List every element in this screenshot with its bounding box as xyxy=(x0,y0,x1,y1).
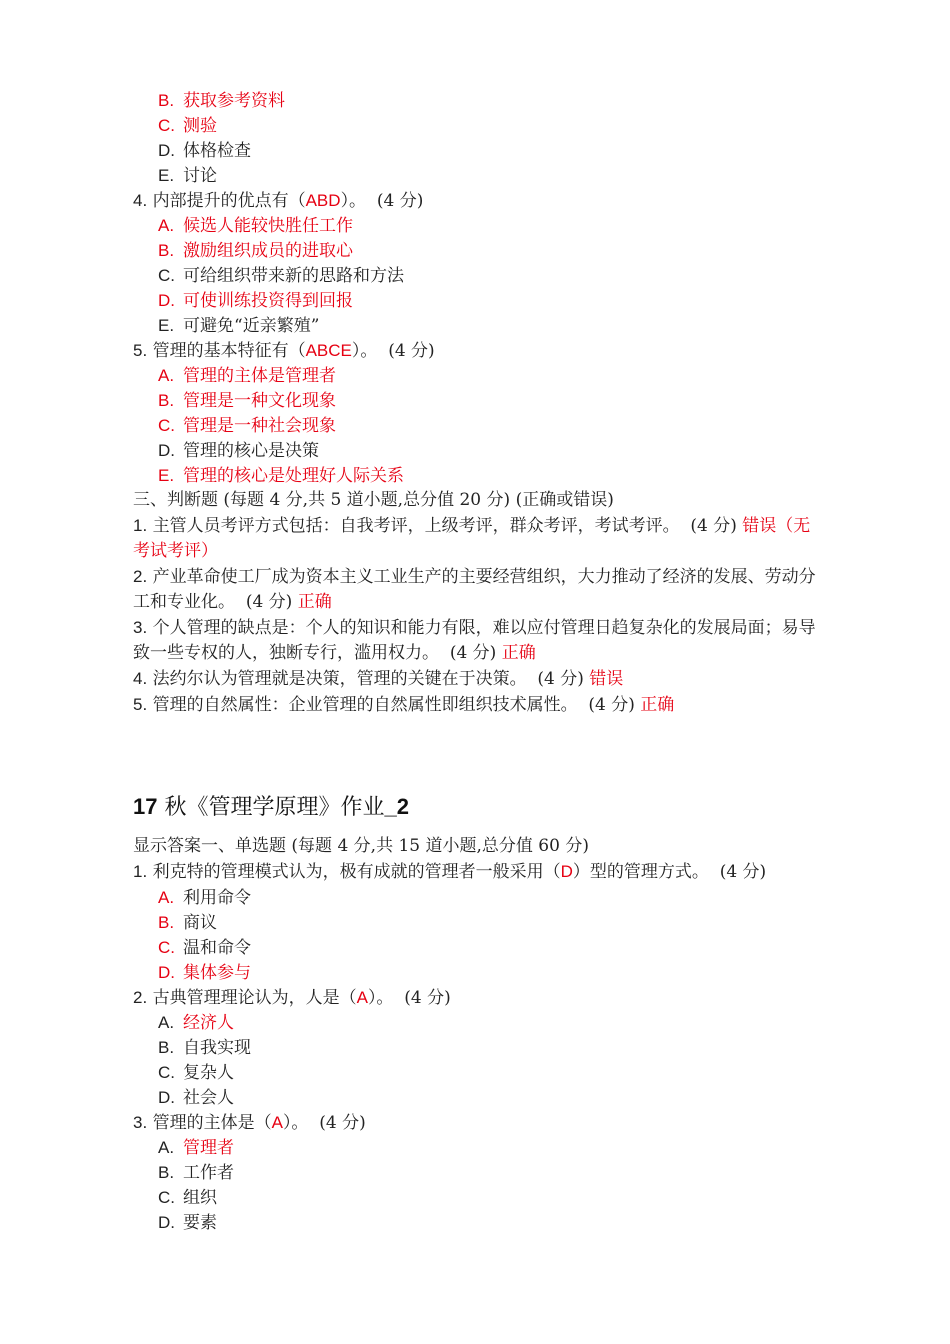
answer-key: D xyxy=(560,862,573,881)
score: (4 分) xyxy=(245,592,293,612)
question-5-stem: 5. 管理的基本特征有（ABCE）。 (4 分) xyxy=(133,341,435,361)
judgement-1: 1. 主管人员考评方式包括：自我考评，上级考评，群众考评，考试考评。 (4 分) 错误（无考试考评） xyxy=(133,516,811,561)
option-d: D. 集体参与 xyxy=(158,963,251,983)
option-b: B. 激励组织成员的进取心 xyxy=(158,241,353,261)
judgement-2: 2. 产业革命使工厂成为资本主义工业生产的主要经营组织，大力推动了经济的发展、劳动分工和专业化。 (4 分) 正确 xyxy=(133,567,816,612)
option-a: A. 利用命令 xyxy=(158,888,251,908)
judgement-3: 3. 个人管理的缺点是：个人的知识和能力有限，难以应付管理日趋复杂化的发展局面；易导致一些专权的人，独断专行，滥用权力。 (4 分) 正确 xyxy=(133,618,816,663)
answer-key: 正确 xyxy=(640,695,675,715)
option-e: E. 讨论 xyxy=(158,166,217,186)
option-b: B. 获取参考资料 xyxy=(158,91,285,111)
judgement-5: 5. 管理的自然属性：企业管理的自然属性即组织技术属性。 (4 分) 正确 xyxy=(133,695,675,715)
question-2-stem: 2. 古典管理理论认为，人是（A）。 (4 分) xyxy=(133,988,451,1008)
option-e: E. 可避免“近亲繁殖” xyxy=(158,316,320,336)
option-a: A. 经济人 xyxy=(158,1013,234,1033)
question-1-stem: 1. 利克特的管理模式认为，极有成就的管理者一般采用（D）型的管理方式。 (4 分) xyxy=(133,862,767,882)
option-a: A. 管理的主体是管理者 xyxy=(158,366,336,386)
score: (4 分) xyxy=(388,341,435,361)
score: (4 分) xyxy=(690,516,737,536)
assignment-title: 17 秋《管理学原理》作业_2 xyxy=(133,794,409,820)
answer-key: 错误（无考试考评） xyxy=(133,516,811,561)
option-e: E. 管理的核心是处理好人际关系 xyxy=(158,466,404,486)
question-4-stem: 4. 内部提升的优点有（ABD）。 (4 分) xyxy=(133,191,424,211)
answer-key: A xyxy=(356,988,368,1007)
option-c: C. 组织 xyxy=(158,1188,217,1208)
score: (4 分) xyxy=(719,862,767,882)
answer-key: 错误 xyxy=(589,669,624,689)
section-1-title: 显示答案一、单选题 (每题 4 分,共 15 道小题,总分值 60 分) xyxy=(133,836,589,856)
part2-block xyxy=(133,834,823,1235)
score: (4 分) xyxy=(376,191,424,211)
answer-key: A xyxy=(271,1113,283,1132)
option-a: A. 管理者 xyxy=(158,1138,234,1158)
option-c: C. 测验 xyxy=(158,116,217,136)
option-c: C. 可给组织带来新的思路和方法 xyxy=(158,266,404,286)
answer-key: 正确 xyxy=(297,592,332,612)
option-c: C. 复杂人 xyxy=(158,1063,234,1083)
option-c: C. 温和命令 xyxy=(158,938,251,958)
score: (4 分) xyxy=(588,695,635,715)
answer-key: 正确 xyxy=(501,643,536,663)
score: (4 分) xyxy=(449,643,497,663)
option-b: B. 工作者 xyxy=(158,1163,234,1183)
option-c: C. 管理是一种社会现象 xyxy=(158,416,336,436)
option-b: B. 管理是一种文化现象 xyxy=(158,391,336,411)
section-3-title: 三、判断题 (每题 4 分,共 5 道小题,总分值 20 分) (正确或错误) xyxy=(133,490,614,510)
q3-options xyxy=(133,88,823,188)
question-3-stem: 3. 管理的主体是（A）。 (4 分) xyxy=(133,1113,366,1133)
option-d: D. 管理的核心是决策 xyxy=(158,441,319,461)
option-d: D. 可使训练投资得到回报 xyxy=(158,291,353,311)
part1-block xyxy=(133,88,823,718)
score: (4 分) xyxy=(404,988,451,1008)
answer-key: ABD xyxy=(305,191,341,210)
option-d: D. 体格检查 xyxy=(158,141,251,161)
score: (4 分) xyxy=(319,1113,366,1133)
answer-key: ABCE xyxy=(305,341,352,360)
judgement-4: 4. 法约尔认为管理就是决策，管理的关键在于决策。 (4 分) 错误 xyxy=(133,669,624,689)
option-a: A. 候选人能较快胜任工作 xyxy=(158,216,353,236)
option-b: B. 自我实现 xyxy=(158,1038,251,1058)
option-d: D. 社会人 xyxy=(158,1088,234,1108)
score: (4 分) xyxy=(537,669,584,689)
option-b: B. 商议 xyxy=(158,913,217,933)
option-d: D. 要素 xyxy=(158,1213,217,1233)
